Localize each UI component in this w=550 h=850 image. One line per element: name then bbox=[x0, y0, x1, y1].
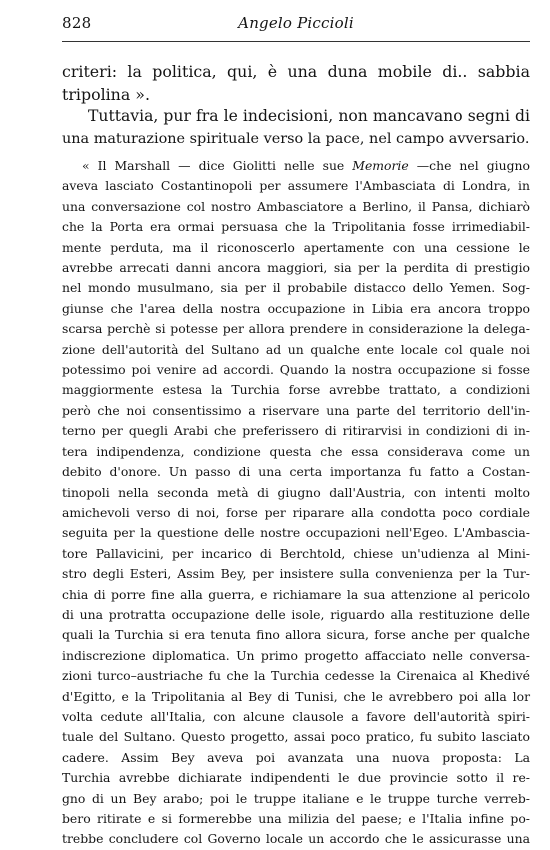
paragraph-tuttavia bbox=[62, 105, 530, 151]
text-line: che la Porta era ormai persuasa che la Tripolitania fosse irrimediabil- bbox=[62, 219, 530, 235]
text-line: scarsa perchè si potesse per allora prendere in considerazione la delega- bbox=[62, 321, 530, 337]
book-title: Memorie bbox=[352, 158, 409, 173]
text-line: Turchia avrebbe dichiarate indipendenti le due provincie sotto il re- bbox=[62, 770, 530, 786]
text-line: chia di porre fine alla guerra, e richiamare la sua attenzione al pericolo bbox=[62, 586, 530, 602]
text-line: avrebbe arrecati danni ancora maggiori, sia per la perdita di prestigio bbox=[62, 260, 530, 276]
text-line: maggiormente estesa la Turchia forse avrebbe trattato, a condizioni bbox=[62, 382, 530, 398]
header-rule bbox=[62, 41, 530, 42]
text-line: seguita per la questione delle nostre occupazioni nell'Egeo. L'Ambascia- bbox=[62, 525, 530, 541]
text-line: potessimo poi venire ad accordi. Quando la nostra occupazione si fosse bbox=[62, 362, 530, 378]
text-line: trebbe concludere col Governo locale un accordo che le assicurasse una bbox=[62, 831, 530, 847]
text-line: terno per quegli Arabi che preferissero di ritirarvisi in condizioni di in- bbox=[62, 423, 530, 439]
text-line: gno di un Bey arabo; poi le truppe italiane e le truppe turche verreb- bbox=[62, 790, 530, 806]
text-line: di una protratta occupazione delle isole, riguardo alla restituzione delle bbox=[62, 606, 530, 622]
text-line: tore Pallavicini, per incarico di Berchtold, chiese un'udienza al Mini- bbox=[62, 545, 530, 561]
text-line: bero ritirate e si formerebbe una milizia del paese; e l'Italia infine po- bbox=[62, 811, 530, 826]
text-line: giunse che l'area della nostra occupazione in Libia era ancora troppo bbox=[62, 300, 530, 316]
text-line: però che noi consentissimo a riservare una parte del territorio dell'in- bbox=[62, 402, 530, 418]
text-line: zioni turco–austriache fu che la Turchia cedesse la Cirenaica al Khedivé bbox=[62, 668, 530, 684]
text-line: criteri: la politica, qui, è una duna mobile di.. sabbia bbox=[62, 62, 530, 81]
text-line: Tuttavia, pur fra le indecisioni, non mancavano segni di bbox=[88, 107, 530, 125]
text-line: stro degli Esteri, Assim Bey, per insistere sulla convenienza per la Tur- bbox=[62, 566, 530, 582]
text-line: una conversazione col nostro Ambasciatore a Berlino, il Pansa, dichiarò bbox=[62, 198, 530, 214]
text-line: tuale del Sultano. Questo progetto, assai poco pratico, fu subito lasciato bbox=[62, 729, 530, 745]
text-line: amichevoli verso di noi, forse per riparare alla condotta poco cordiale bbox=[62, 504, 530, 520]
page-number: 828 bbox=[62, 14, 92, 32]
text-line: quali la Turchia si era tenuta fino allora sicura, forse anche per qualche bbox=[62, 627, 530, 643]
quote-line-first: « Il Marshall — dice Giolitti nelle sue Memorie —che nel giugno bbox=[82, 158, 530, 173]
text-line: zione dell'autorità del Sultano ad un qualche ente locale col quale noi bbox=[62, 341, 530, 357]
text-line: nel mondo musulmano, sia per il probabile distacco dello Yemen. Sog- bbox=[62, 280, 530, 296]
giolitti-quotation bbox=[62, 156, 530, 850]
paragraph-continuation bbox=[62, 60, 530, 106]
text-line: volta cedute all'Italia, con alcune clausole a favore dell'autorità spiri- bbox=[62, 708, 530, 724]
page-header bbox=[62, 14, 530, 36]
text-line: tinopoli nella seconda metà di giugno dall'Austria, con intenti molto bbox=[62, 484, 530, 500]
text-line: indiscrezione diplomatica. Un primo progetto affacciato nelle conversa- bbox=[62, 647, 530, 663]
text-line: tripolina ». bbox=[62, 85, 150, 104]
text-line: debito d'onore. Un passo di una certa importanza fu fatto a Costan- bbox=[62, 464, 530, 480]
text-line: tera indipendenza, condizione questa che essa considerava come un bbox=[62, 443, 530, 459]
running-head: Angelo Piccioli bbox=[238, 14, 354, 32]
text-line: cadere. Assim Bey aveva poi avanzata una nuova proposta: La bbox=[62, 749, 530, 765]
text-line: una maturazione spirituale verso la pace, nel campo avversario. bbox=[62, 131, 530, 147]
text-line: mente perduta, ma il riconoscerlo apertamente con una cessione le bbox=[62, 239, 530, 255]
text-line: aveva lasciato Costantinopoli per assumere l'Ambasciata di Londra, in bbox=[62, 178, 530, 194]
text-line: d'Egitto, e la Tripolitania al Bey di Tunisi, che le avrebbero poi alla lor bbox=[62, 688, 530, 704]
